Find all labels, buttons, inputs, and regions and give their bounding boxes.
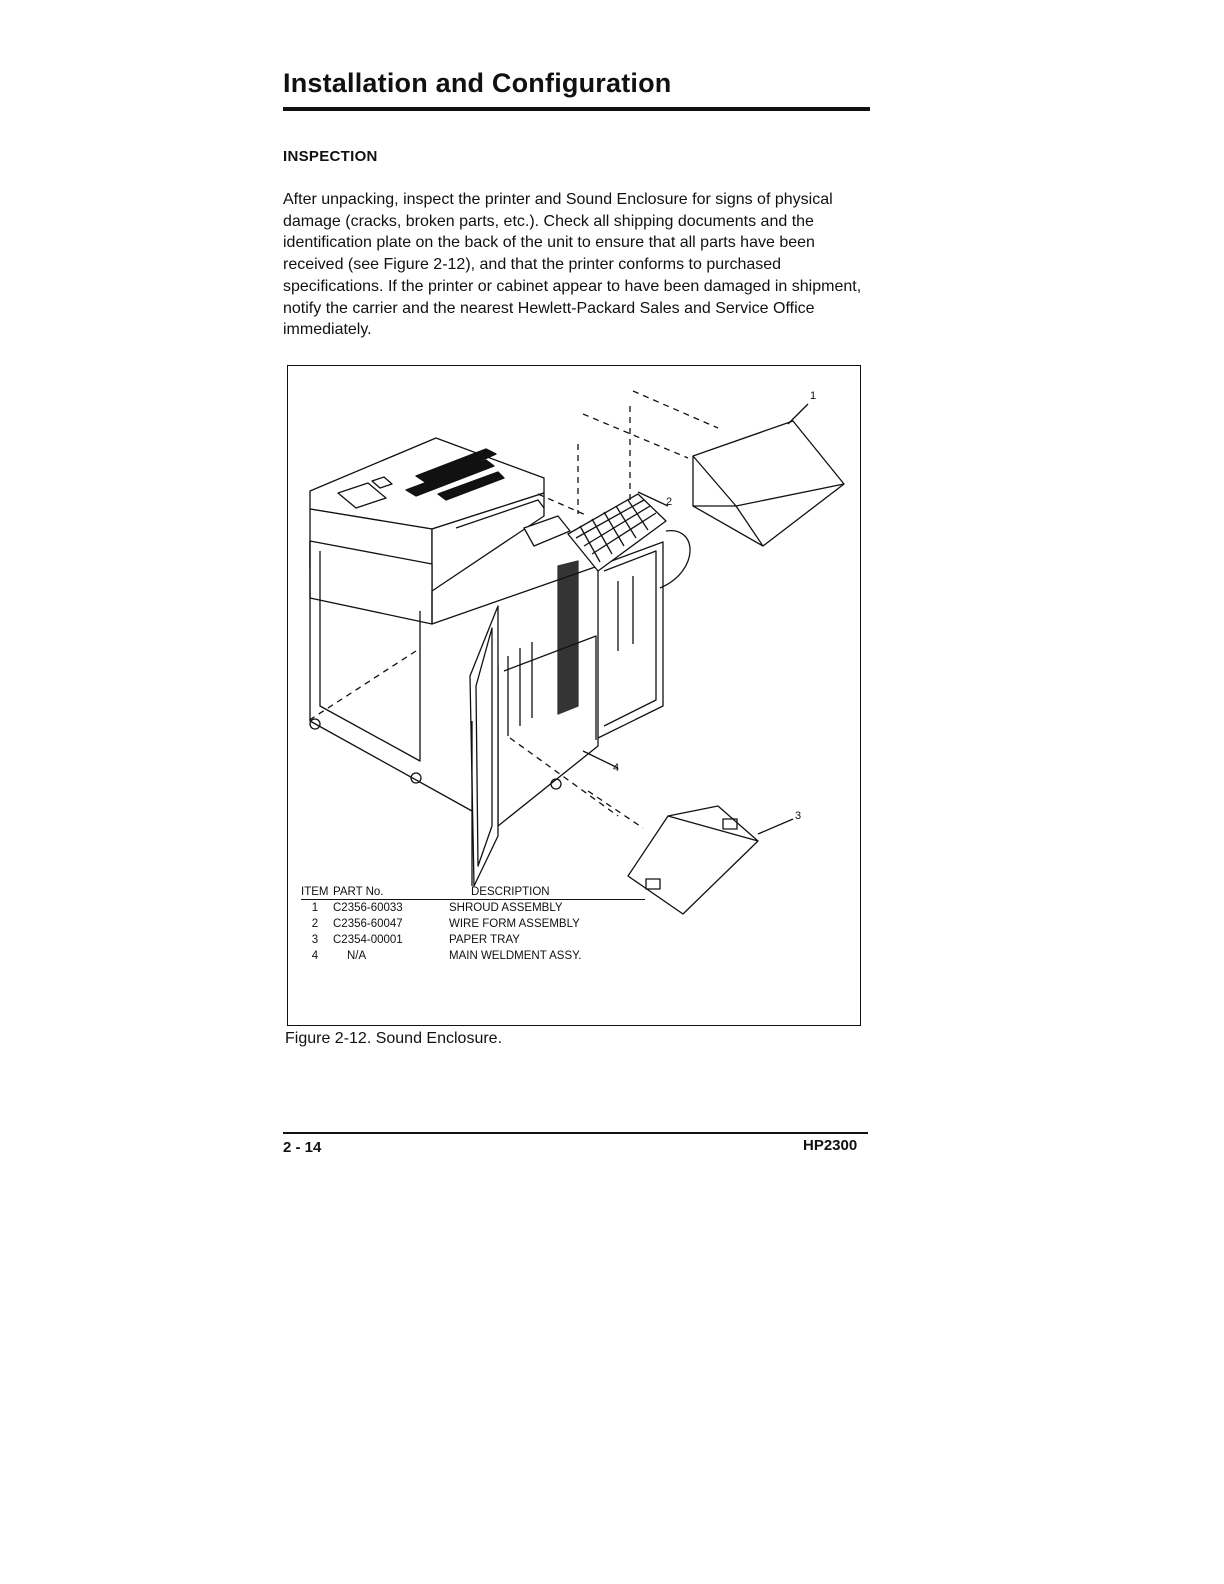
title-rule bbox=[283, 107, 870, 111]
parts-table bbox=[301, 886, 645, 964]
paper-tray-drawing bbox=[628, 806, 758, 914]
row-part-no: C2354-00001 bbox=[333, 934, 403, 946]
row-item: 4 bbox=[311, 950, 319, 962]
table-row bbox=[301, 900, 645, 917]
row-item: 1 bbox=[311, 902, 319, 914]
row-item: 3 bbox=[311, 934, 319, 946]
header-part-no: PART No. bbox=[333, 886, 449, 900]
row-description: MAIN WELDMENT ASSY. bbox=[449, 950, 582, 962]
chapter-title: Installation and Configuration bbox=[283, 68, 672, 98]
row-description: PAPER TRAY bbox=[449, 934, 520, 946]
cabinet-drawing bbox=[310, 541, 663, 886]
figure-caption: Figure 2-12. Sound Enclosure. bbox=[285, 1030, 503, 1047]
callout-1: 1 bbox=[810, 390, 817, 402]
footer-rule bbox=[283, 1132, 868, 1134]
header-description: DESCRIPTION bbox=[449, 886, 645, 900]
section-heading: INSPECTION bbox=[283, 148, 378, 165]
inspection-paragraph: After unpacking, inspect the printer and Sound Enclosure for signs of physical damage (cracks, broken parts, etc.). Check all shipping documents and the identification plate on the back of the unit to ensure that all parts have been received (see Figure 2-12), and that the printer conforms to purchased specifications. If the printer or cabinet appear to have been damaged in shipment, notify the carrier and the nearest Hewlett-Packard Sales and Service Office immediately. bbox=[283, 191, 862, 339]
page-number: 2 - 14 bbox=[283, 1139, 322, 1156]
row-part-no: C2356-60047 bbox=[333, 918, 403, 930]
row-item: 2 bbox=[311, 918, 319, 930]
table-row bbox=[301, 916, 645, 932]
shroud-drawing bbox=[693, 421, 844, 546]
header-item: ITEM bbox=[301, 886, 333, 900]
row-part-no: N/A bbox=[347, 950, 367, 962]
row-description: SHROUD ASSEMBLY bbox=[449, 902, 563, 914]
row-description: WIRE FORM ASSEMBLY bbox=[449, 918, 580, 930]
wire-form-drawing bbox=[524, 494, 690, 588]
row-part-no: C2356-60033 bbox=[333, 902, 403, 914]
parts-table-header-row bbox=[301, 886, 645, 900]
model-name: HP2300 bbox=[803, 1137, 858, 1154]
table-row bbox=[301, 948, 645, 964]
callout-4: 4 bbox=[613, 762, 620, 774]
table-row bbox=[301, 932, 645, 948]
callout-2: 2 bbox=[666, 496, 673, 508]
callout-3: 3 bbox=[795, 810, 802, 822]
